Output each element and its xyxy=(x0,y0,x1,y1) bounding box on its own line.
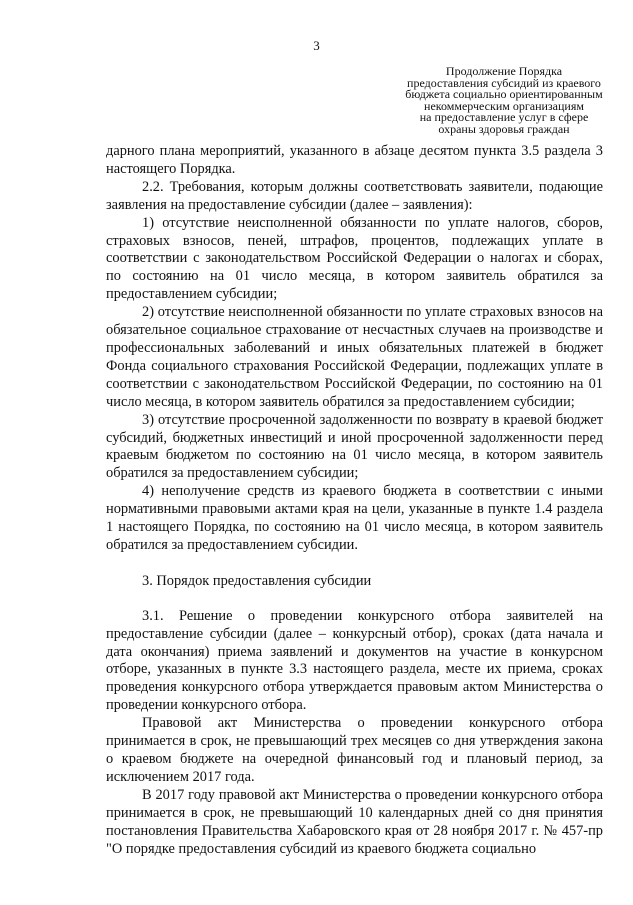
paragraph: В 2017 году правовой акт Министерства о проведении конкурсного отбора принимается в срок, не превышающий 10 календарных дней со дня принятия постановления Правительства Хабаровского края от 28 ноября 2017 г. № 457-пр "О порядке предоставления субсидий из краевого бюджета социально xyxy=(106,786,603,857)
paragraph-requirement-3: 3) отсутствие просроченной задолженности по возврату в краевой бюджет субсидий, бюджетных инвестиций и иной просроченной задолженности перед краевым бюджетом по состоянию на 01 число месяца, в котором заявитель обратился за предоставлением субсидии; xyxy=(106,411,603,482)
paragraph-requirement-4: 4) неполучение средств из краевого бюджета в соответствии с иными нормативными правовыми актами края на цели, указанные в пункте 1.4 раздела 1 настоящего Порядка, по состоянию на 01 число месяца, в котором заявитель обратился за предоставлением субсидии. xyxy=(106,483,603,553)
header-line: предоставления субсидий из краевого xyxy=(407,75,601,90)
header-line: охраны здоровья граждан xyxy=(438,121,570,136)
header-line: бюджета социально ориентированным xyxy=(405,87,603,101)
header-line: на предоставление услуг в сфере xyxy=(419,110,589,124)
section-heading: 3. Порядок предоставления субсидии xyxy=(142,572,372,589)
paragraph-requirement-2: 2) отсутствие неисполненной обязанности по уплате страховых взносов на обязательное социальное страхование от несчастных случаев на производстве и профессиональных заболеваний и иных обязательных платежей в бюджет Фонда социального страхования Российской Федерации, подлежащих уплате в соответствии с законодательством Российской Федерации, по состоянию на 01 число месяца, в котором заявитель обратился за предоставлением субсидии; xyxy=(106,304,603,410)
paragraph: Правовой акт Министерства о проведении конкурсного отбора принимается в срок, не превышающий трех месяцев со дня утверждения закона о краевом бюджете на очередной финансовый год и плановый период, за исключением 2017 года. xyxy=(106,715,603,785)
paragraph-clause-2-2: 2.2. Требования, которым должны соответствовать заявители, подающие заявления на предоставление субсидии (далее – заявления): xyxy=(106,178,603,213)
header-line: Продолжение Порядка xyxy=(445,64,563,78)
paragraph-requirement-1: 1) отсутствие неисполненной обязанности по уплате налогов, сборов, страховых взносов, пеней, штрафов, процентов, подлежащих уплате в соответствии с законодательством Российской Федерации о налогах и сборах, по состоянию на 01 число месяца, в котором заявитель обратился за предоставлением субсидии; xyxy=(106,214,603,303)
document-body xyxy=(106,143,603,858)
paragraph: дарного плана мероприятий, указанного в абзаце десятом пункта 3.5 раздела 3 настоящего Порядка. xyxy=(106,143,603,177)
header-line: некоммерческим организациям xyxy=(424,98,584,113)
page-number: 3 xyxy=(313,38,320,53)
document-header-note xyxy=(384,66,624,135)
paragraph-clause-3-1: 3.1. Решение о проведении конкурсного отбора заявителей на предоставление субсидии (далее – конкурсный отбор), сроках (дата начала и дата окончания) приема заявлений и документов на участие в конкурсном отборе, указанных в пункте 3.3 настоящего раздела, месте их приема, сроках проведения конкурсного отбора утверждается правовым актом Министерства о проведении конкурсного отбора. xyxy=(106,607,603,714)
